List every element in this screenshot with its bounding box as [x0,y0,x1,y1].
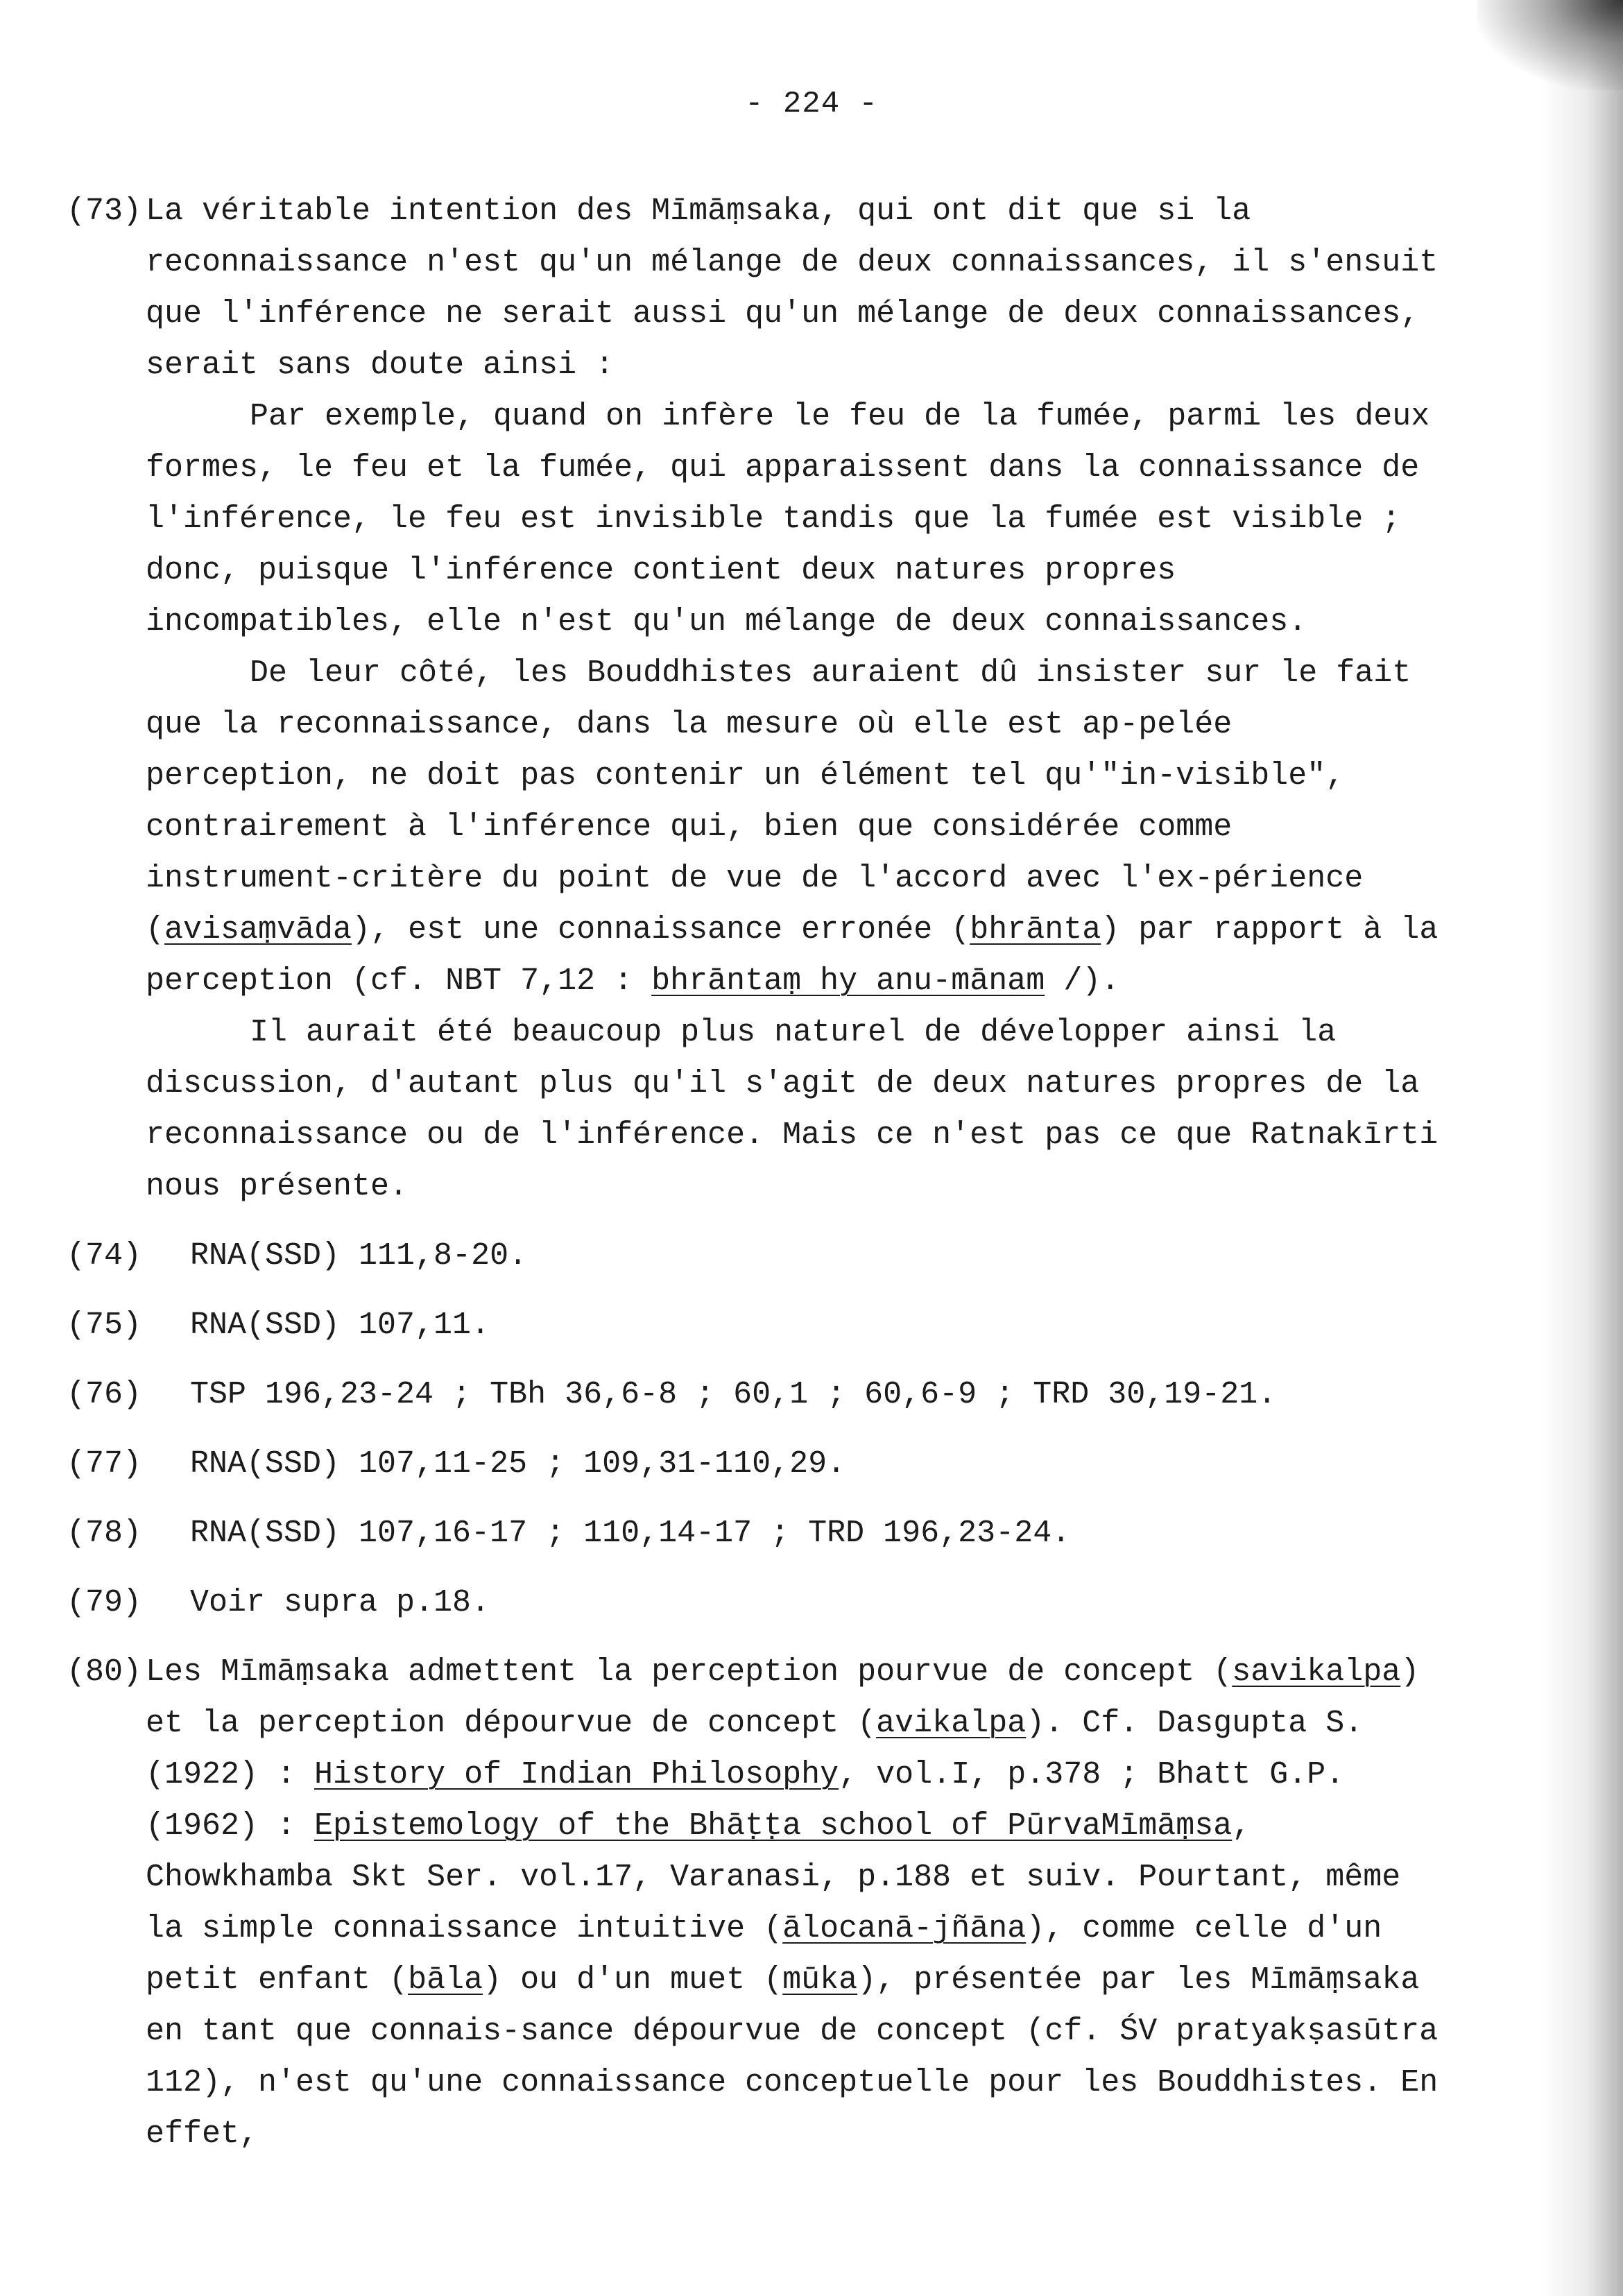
text-run: Les Mīmāṃsaka admettent la perception pourvue de concept [146,1654,1195,1690]
term-bala: bāla [408,1962,483,1998]
note-row [67,1369,1454,1421]
note-paragraph: La véritable intention des Mīmāṃsaka, qui ont dit que si la reconnaissance n'est qu'un mélange de deux connaissances, il s'ensuit que l'inférence ne serait aussi qu'un mélange de deux connaissances, serait sans doute ainsi : [146,194,1439,383]
term-bhranta: bhrānta [970,912,1101,948]
text-run: ) par rapport à la perception (cf. NBT 7,12 : [146,912,1439,999]
note-row [67,1231,1454,1282]
term-avikalpa: avikalpa [876,1706,1027,1741]
term-savikalpa: savikalpa [1232,1654,1401,1690]
note-paragraph: Il aurait été beaucoup plus naturel de développer ainsi la discussion, d'autant plus qu'il s'agit de deux natures propres de la reconnaissance ou de l'inférence. Mais ce n'est pas ce que Ratnakīrti nous présente. [146,1015,1439,1204]
note-text: RNA(SSD) 107,16-17 ; 110,14-17 ; TRD 196,23-24. [190,1516,1071,1551]
text-run: , vol.I, p.378 ; Bhatt G.P.(1962) : [146,1757,1345,1844]
text-run: ), est une connaissance erronée ( [352,912,970,948]
term-avisamvada: avisaṃvāda [164,912,352,948]
scan-corner-shadow [1477,0,1623,90]
note-number: (75) [67,1308,142,1343]
note-text: TSP 196,23-24 ; TBh 36,6-8 ; 60,1 ; 60,6-9 ; TRD 30,19-21. [190,1377,1277,1412]
note-text: RNA(SSD) 107,11-25 ; 109,31-110,29. [190,1446,846,1482]
book-title-bhatt: Epistemology of the Bhāṭṭa school of PūrvaMīmāṃsa [314,1808,1233,1844]
note-paragraph [146,648,1454,1007]
note-paragraph: Par exemple, quand on infère le feu de la fumée, parmi les deux formes, le feu et la fumée, qui apparaissent dans la connaissance de l'inférence, le feu est invisible tandis que la fumée est visible ; donc, puisque l'inférence contient deux natures propres incompatibles, elle n'est qu'un mélange de deux connaissances. [146,399,1430,640]
text-run: , Chowkhamba Skt Ser. vol.17, Varanasi, p.188 et suiv. Pourtant, même la simple connaissance intuitive ( [146,1808,1401,1946]
note-text: Voir supra p.18. [190,1585,490,1620]
note-row [67,1577,1454,1629]
scan-edge-shadow [1540,0,1623,2296]
note-row [67,1439,1454,1490]
text-run: ). Cf. Dasgupta S.(1922) : [146,1706,1364,1792]
note-number: (74) [67,1238,142,1274]
notes-body [67,186,1454,2160]
text-run: ) ou d'un muet ( [483,1962,783,1998]
term-muka: mūka [782,1962,858,1998]
book-title-dasgupta: History of Indian Philosophy [314,1757,839,1792]
note-number: (78) [67,1516,142,1551]
note-paragraph: Les Mīmāṃsaka admettent la perception pourvue de concept (savikalpa) et la perception dépourvue de concept (avikalpa). Cf. Dasgupta S.(1922) : History of Indian Philosophy, vol.I, p.378 ; Bhatt G.P.(1962) : Epistemology of the Bhāṭṭa school of PūrvaMīmāṃsa, Chowkhamba Skt Ser. vol.17, Varanasi, p.188 et suiv. Pourtant, même la simple connaissance intuitive (ālocanā-jñāna), comme celle d'un petit enfant (bāla) ou d'un muet (mūka), présentée par les Mīmāṃsaka en tant que connais-sance dépourvue de concept (cf. ŚV pratyakṣasūtra 112), n'est qu'une connaissance conceptuelle pour les Bouddhistes. En effet, [146,1654,1439,2152]
quote-bhrantam: bhrāntaṃ hy anu-mānam [651,963,1045,999]
note-number: (77) [67,1446,142,1482]
note-number: (79) [67,1585,142,1620]
text-run: ), comme celle d'un petit enfant ( [146,1911,1382,1998]
note-row [67,1300,1454,1351]
text-run: ), présentée par les Mīmāṃsaka en tant que connais-sance dépourvue de concept (cf. ŚV pratyakṣasūtra 112), n'est qu'une connaissance conceptuelle pour les Bouddhistes. En effet, [146,1962,1439,2152]
note-80 [67,1647,1454,2160]
term-alocana-jnana: ālocanā-jñāna [782,1911,1027,1946]
short-notes [67,1231,1454,1629]
note-73 [67,186,1454,1213]
note-text: RNA(SSD) 107,11. [190,1308,490,1343]
page-number: - 224 - [745,87,878,121]
note-number: (73) [67,194,142,229]
text-run: /). [1045,963,1120,999]
text-run: ) et la perception dépourvue de concept ( [146,1654,1420,1741]
text-run: De leur côté, les Bouddhistes auraient dû insister sur le fait que la reconnaissance, dans la mesure où elle est ap-pelée perception, ne doit pas contenir un élément tel qu'"in-visible", contrairement à l'inférence qui, bien que considérée comme instrument-critère du point de vue de l'accord avec l'ex-périence ( [146,656,1411,948]
note-number: (76) [67,1377,142,1412]
note-number: (80) [67,1654,142,1690]
note-row [67,1508,1454,1559]
note-text: RNA(SSD) 111,8-20. [190,1238,528,1274]
